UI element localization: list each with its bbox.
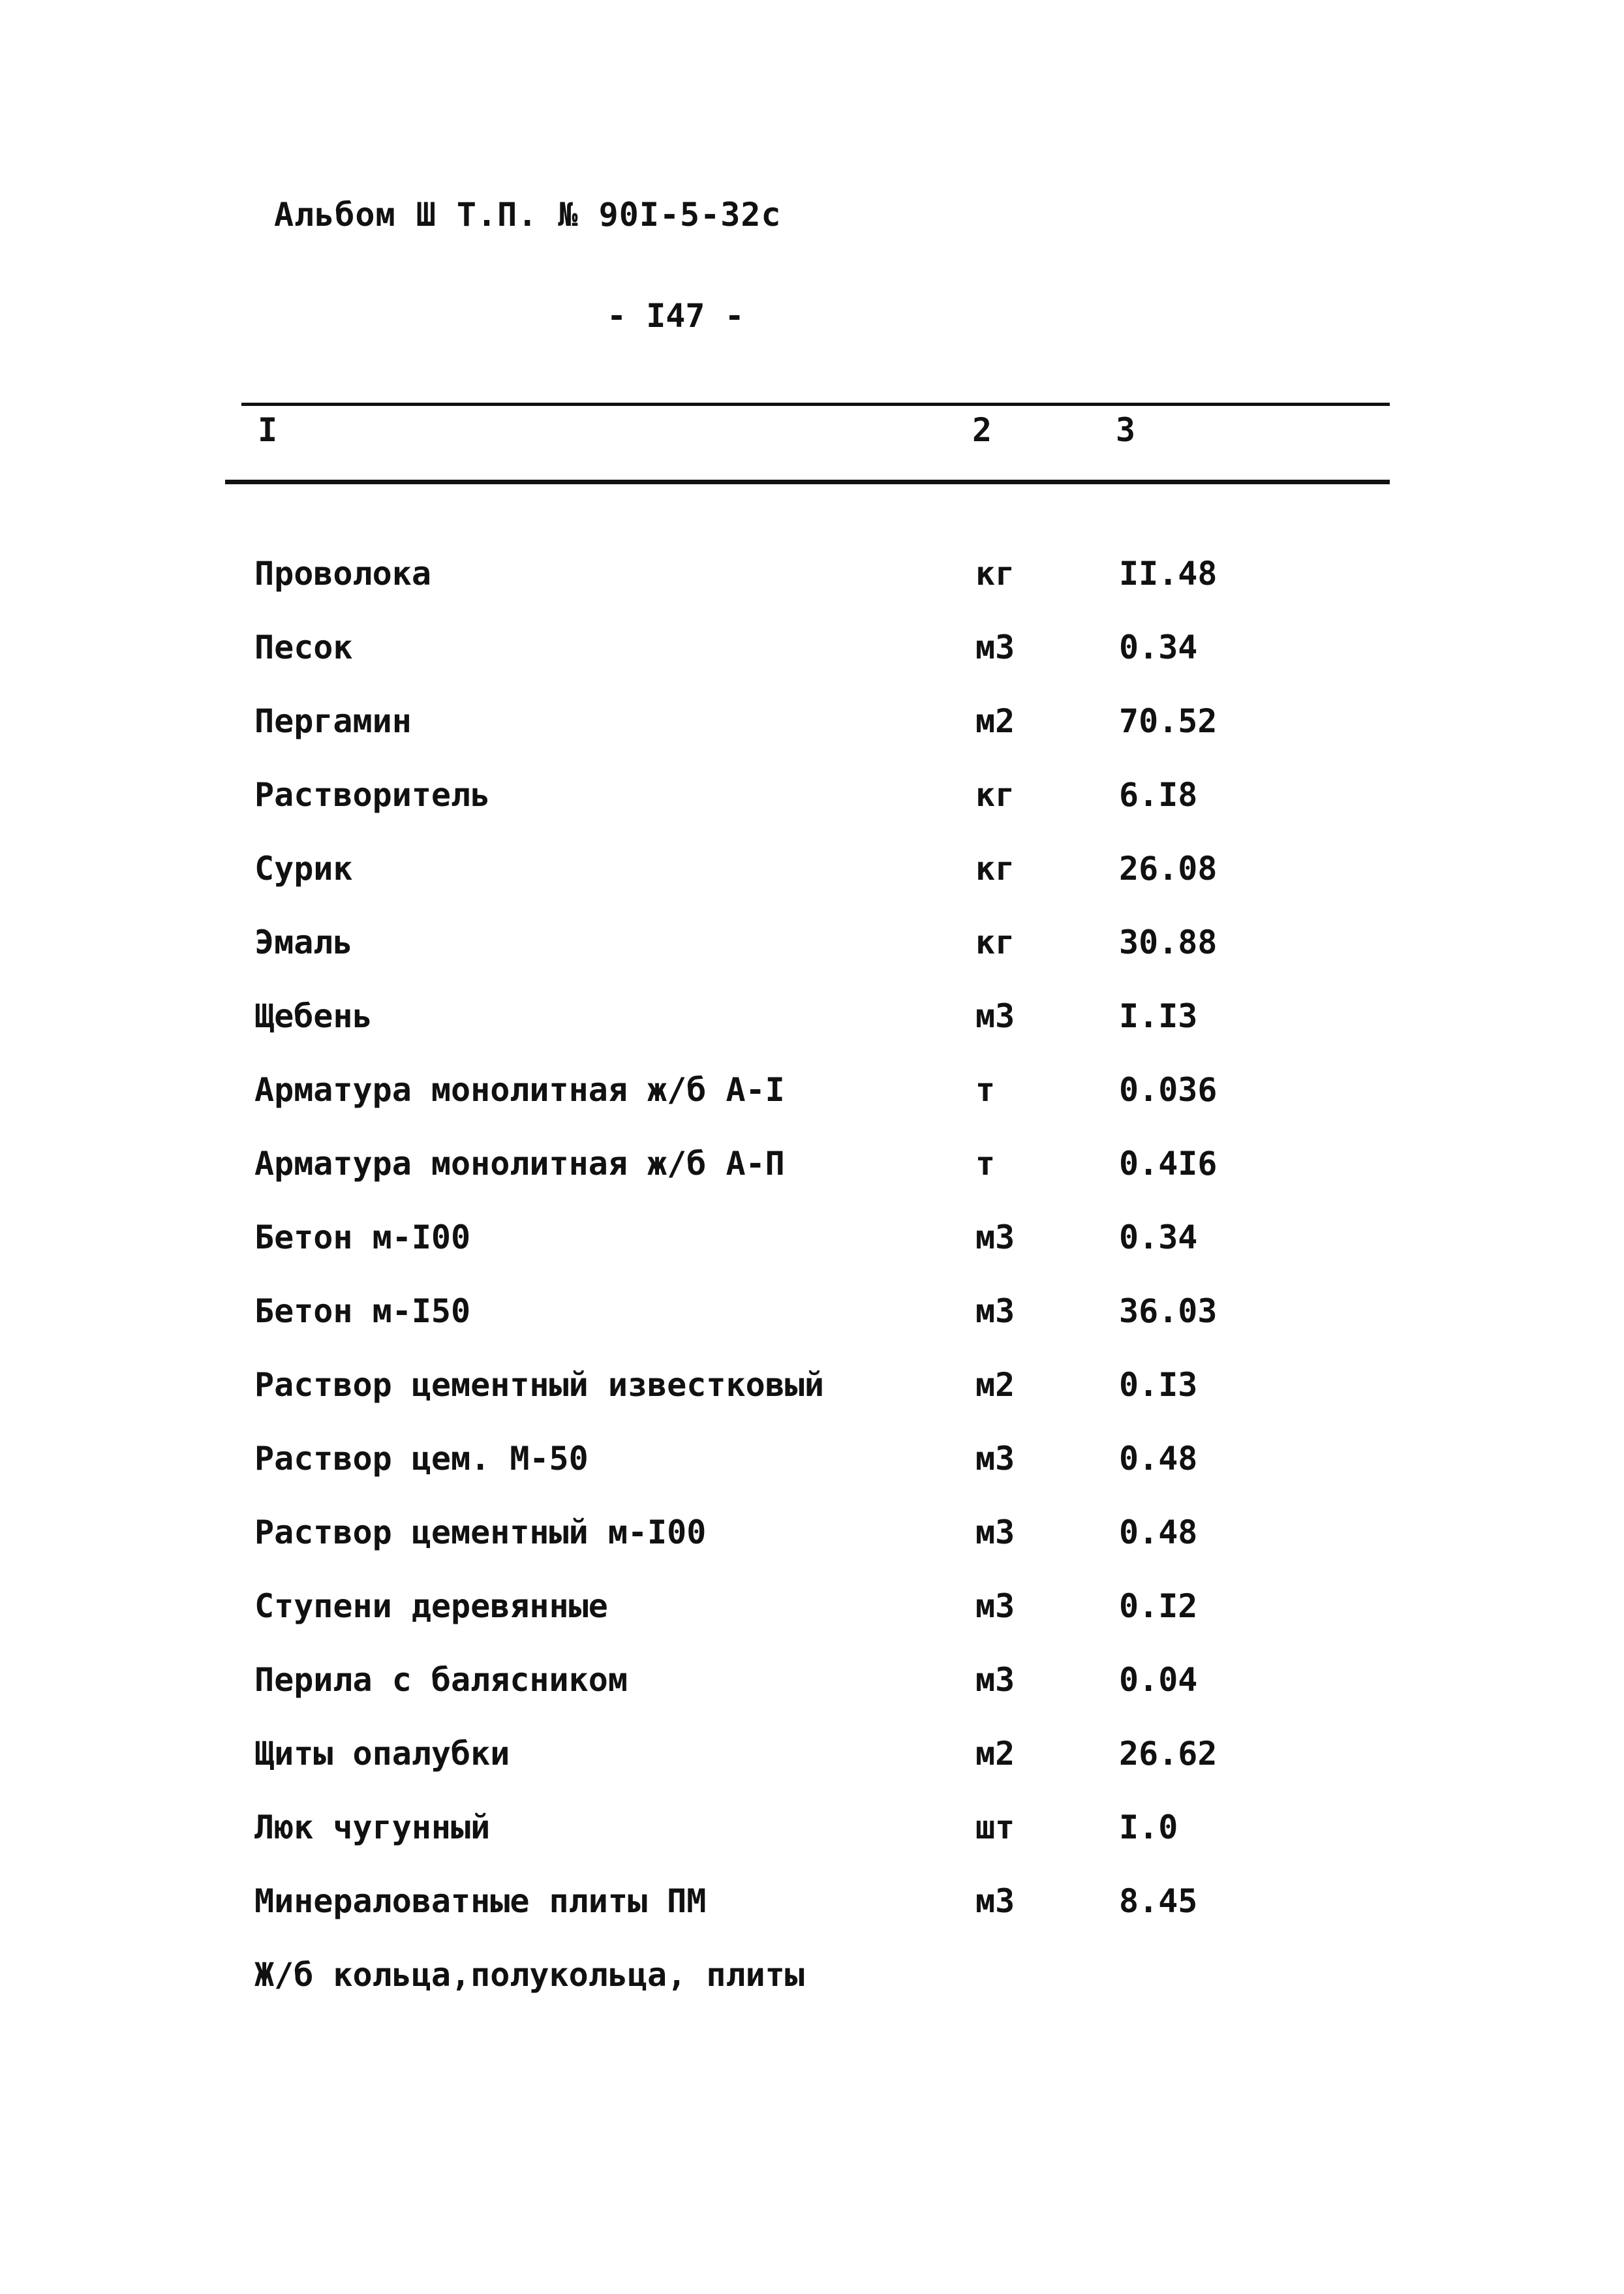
table-row (0, 702, 1624, 776)
quantity-cell: 0.04 (1119, 1661, 1198, 1699)
material-name: Щебень (254, 997, 373, 1035)
material-name: Песок (254, 628, 353, 666)
material-name: Бетон м-I50 (254, 1292, 471, 1330)
quantity-cell: 0.34 (1119, 628, 1198, 666)
unit-cell: м3 (975, 1587, 1015, 1625)
quantity-cell: II.48 (1119, 555, 1218, 593)
table-row (0, 1366, 1624, 1440)
table-row (0, 1145, 1624, 1218)
table-row (0, 1071, 1624, 1145)
table-row (0, 1661, 1624, 1735)
table-row (0, 1956, 1624, 2030)
quantity-cell: 8.45 (1119, 1882, 1198, 1920)
column-header-3: 3 (1116, 411, 1136, 449)
table-row (0, 850, 1624, 923)
material-name: Ступени деревянные (254, 1587, 608, 1625)
unit-cell: м3 (975, 1661, 1015, 1699)
quantity-cell: 0.036 (1119, 1071, 1218, 1109)
table-row (0, 776, 1624, 850)
material-name: Эмаль (254, 923, 353, 961)
album-reference: Альбом Ш Т.П. № 90I-5-32с (274, 196, 782, 234)
table-row (0, 555, 1624, 628)
material-name: Бетон м-I00 (254, 1218, 471, 1256)
unit-cell: м3 (975, 997, 1015, 1035)
material-name: Растворитель (254, 776, 491, 814)
quantity-cell: 70.52 (1119, 702, 1218, 740)
material-name: Раствор цементный м-I00 (254, 1513, 707, 1551)
column-header-2: 2 (972, 411, 992, 449)
table-body (0, 555, 1624, 2030)
material-name: Раствор цементный известковый (254, 1366, 824, 1404)
material-name: Ж/б кольца,полукольца, плиты (254, 1956, 804, 1994)
quantity-cell: 0.I2 (1119, 1587, 1198, 1625)
table-row (0, 1735, 1624, 1808)
unit-cell: м2 (975, 1366, 1015, 1404)
table-row (0, 628, 1624, 702)
unit-cell: т (975, 1145, 996, 1183)
table-row (0, 1513, 1624, 1587)
page-number: - I47 - (607, 297, 744, 335)
table-row (0, 1882, 1624, 1956)
unit-cell: м3 (975, 628, 1015, 666)
table-row (0, 1440, 1624, 1513)
table-row (0, 1292, 1624, 1366)
material-name: Щиты опалубки (254, 1735, 510, 1773)
unit-cell: м2 (975, 1735, 1015, 1773)
material-name: Арматура монолитная ж/б А-I (254, 1071, 785, 1109)
unit-cell: м3 (975, 1882, 1015, 1920)
unit-cell: м2 (975, 702, 1015, 740)
material-name: Перила с балясником (254, 1661, 628, 1699)
quantity-cell: 0.48 (1119, 1440, 1198, 1478)
unit-cell: кг (975, 923, 1015, 961)
material-name: Пергамин (254, 702, 412, 740)
unit-cell: кг (975, 776, 1015, 814)
unit-cell: м3 (975, 1292, 1015, 1330)
table-row (0, 1808, 1624, 1882)
material-name: Минераловатные плиты ПМ (254, 1882, 707, 1920)
unit-cell: т (975, 1071, 996, 1109)
quantity-cell: 30.88 (1119, 923, 1218, 961)
quantity-cell: 0.48 (1119, 1513, 1198, 1551)
table-row (0, 1218, 1624, 1292)
quantity-cell: 26.62 (1119, 1735, 1218, 1773)
table-top-rule (241, 403, 1390, 406)
material-name: Проволока (254, 555, 431, 593)
quantity-cell: 0.I3 (1119, 1366, 1198, 1404)
unit-cell: кг (975, 555, 1015, 593)
material-name: Сурик (254, 850, 353, 888)
unit-cell: шт (975, 1808, 1015, 1846)
table-row (0, 923, 1624, 997)
unit-cell: кг (975, 850, 1015, 888)
unit-cell: м3 (975, 1513, 1015, 1551)
unit-cell: м3 (975, 1218, 1015, 1256)
table-row (0, 1587, 1624, 1661)
unit-cell: м3 (975, 1440, 1015, 1478)
quantity-cell: 26.08 (1119, 850, 1218, 888)
material-name: Арматура монолитная ж/б А-П (254, 1145, 785, 1183)
table-row (0, 997, 1624, 1071)
material-name: Люк чугунный (254, 1808, 491, 1846)
quantity-cell: I.0 (1119, 1808, 1178, 1846)
quantity-cell: I.I3 (1119, 997, 1198, 1035)
material-name: Раствор цем. М-50 (254, 1440, 589, 1478)
quantity-cell: 0.4I6 (1119, 1145, 1218, 1183)
quantity-cell: 36.03 (1119, 1292, 1218, 1330)
column-header-1: I (258, 411, 278, 449)
quantity-cell: 6.I8 (1119, 776, 1198, 814)
quantity-cell: 0.34 (1119, 1218, 1198, 1256)
table-header-rule (225, 480, 1390, 484)
